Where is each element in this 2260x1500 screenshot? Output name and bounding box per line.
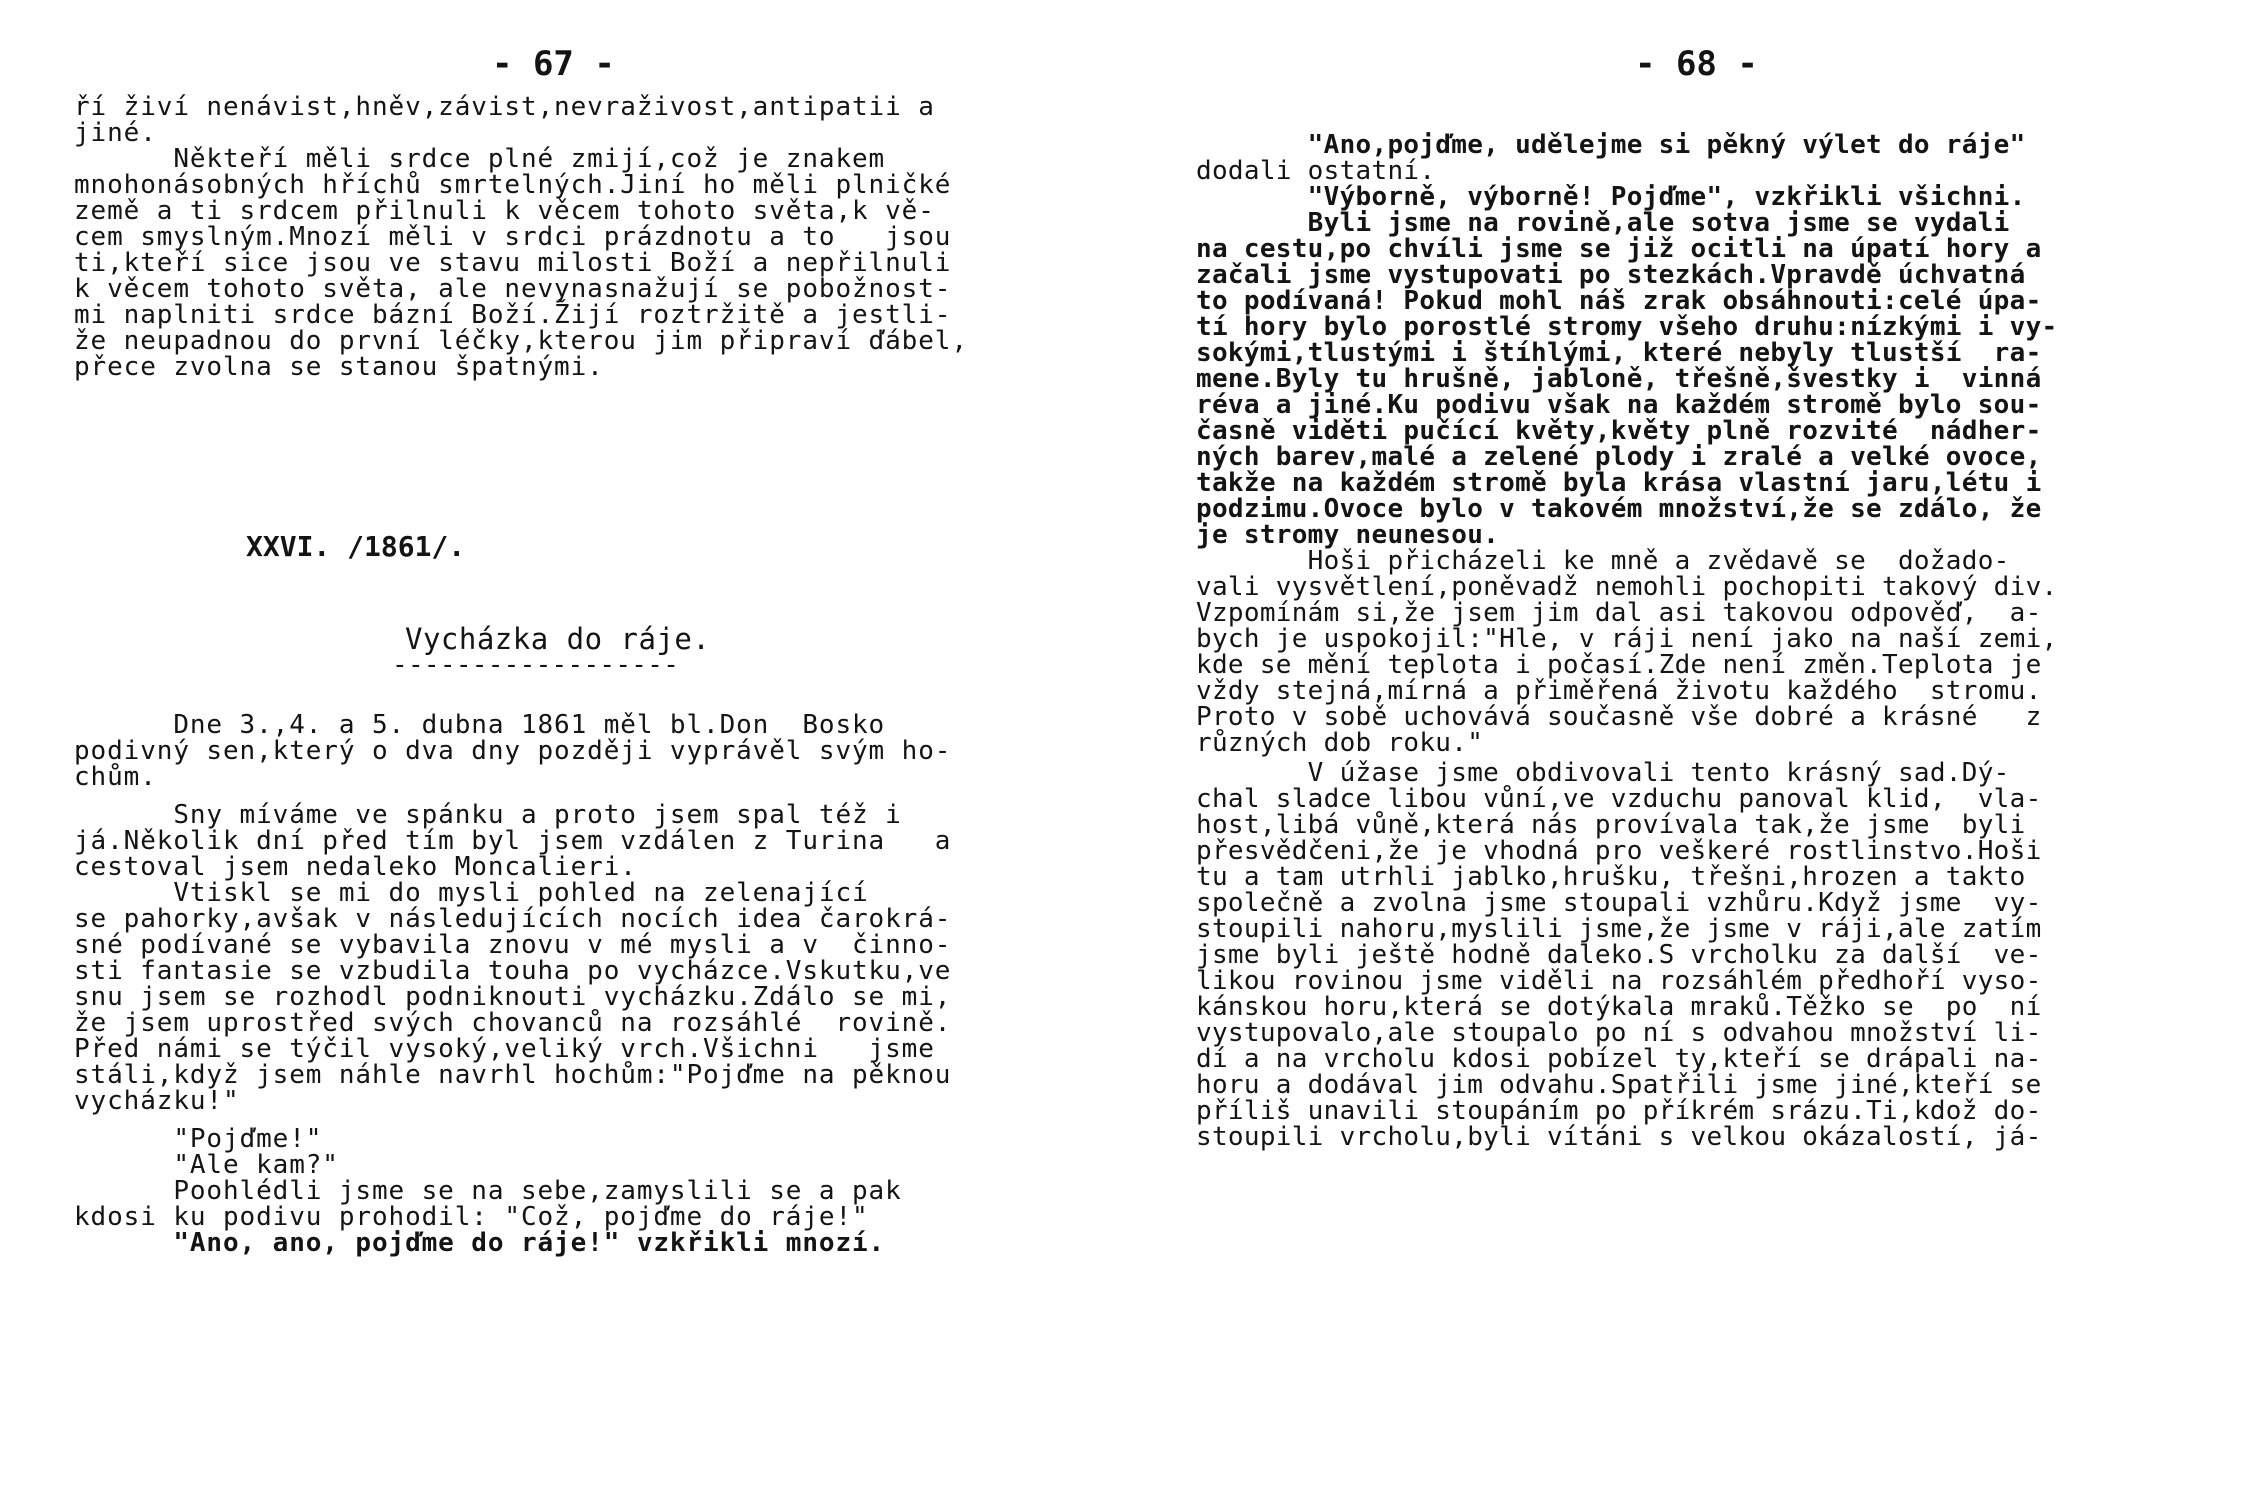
text-line: že neupadnou do první léčky,kterou jim připraví ďábel, bbox=[74, 326, 968, 356]
text-line: "Ano, ano, pojďme do ráje!" vzkřikli mnozí. bbox=[74, 1228, 886, 1258]
text-line: Vzpomínám si,že jsem jim dal asi takovou odpověď, a- bbox=[1196, 598, 2042, 628]
text-line: k věcem tohoto světa, ale nevynasnažují se pobožnost- bbox=[74, 274, 952, 304]
section-title: Vycházka do ráje. bbox=[405, 622, 711, 656]
text-line: přece zvolna se stanou špatnými. bbox=[74, 352, 604, 382]
page-number-right: - 68 - bbox=[1635, 44, 1758, 84]
text-line: časně viděti pučící květy,květy plně rozvité nádher- bbox=[1196, 416, 2042, 446]
text-line: Někteří měli srdce plné zmijí,což je znakem bbox=[74, 144, 886, 174]
text-line: snu jsem se rozhodl podniknouti vycházku.Zdálo se mi, bbox=[74, 982, 952, 1012]
text-line: země a ti srdcem přilnuli k věcem tohoto světa,k vě- bbox=[74, 196, 935, 226]
right-page bbox=[1130, 0, 2260, 1500]
text-line: Proto v sobě uchovává současně vše dobré a krásné z bbox=[1196, 702, 2042, 732]
chapter-heading: XXVI. /1861/. bbox=[246, 530, 466, 563]
text-line: je stromy neunesou. bbox=[1196, 520, 1500, 550]
text-line: příliš unavili stoupáním po příkrém srázu.Ti,kdož do- bbox=[1196, 1096, 2042, 1126]
text-line: podivný sen,který o dva dny později vyprávěl svým ho- bbox=[74, 736, 952, 766]
page-number-left: - 67 - bbox=[492, 44, 615, 84]
title-underline: ------------------ bbox=[392, 650, 680, 680]
text-line: vycházku!" bbox=[74, 1086, 240, 1116]
text-line: tí hory bylo porostlé stromy všeho druhu:nízkými i vy- bbox=[1196, 312, 2058, 342]
text-line: vali vysvětlení,poněvadž nemohli pochopiti takový div. bbox=[1196, 572, 2058, 602]
text-line: já.Několik dní před tím byl jsem vzdálen z Turina a bbox=[74, 826, 952, 856]
text-line: ných barev,malé a zelené plody i zralé a velké ovoce, bbox=[1196, 442, 2042, 472]
text-line: V úžase jsme obdivovali tento krásný sad.Dý- bbox=[1196, 758, 2010, 788]
text-line: to podívaná! Pokud mohl náš zrak obsáhnouti:celé úpa- bbox=[1196, 286, 2042, 316]
text-line: Vtiskl se mi do mysli pohled na zelenající bbox=[74, 878, 869, 908]
text-line: vždy stejná,mírná a přiměřená životu každého stromu. bbox=[1196, 676, 2042, 706]
text-line: mene.Byly tu hrušně, jabloně, třešně,švestky i vinná bbox=[1196, 364, 2042, 394]
text-line: "Ale kam?" bbox=[74, 1150, 339, 1180]
text-line: na cestu,po chvíli jsme se již ocitli na úpatí hory a bbox=[1196, 234, 2042, 264]
text-line: stoupili nahoru,myslili jsme,že jsme v ráji,ale zatím bbox=[1196, 914, 2042, 944]
text-line: tu a tam utrhli jablko,hrušku, třešni,hrozen a takto bbox=[1196, 862, 2026, 892]
text-line: ti,kteří sice jsou ve stavu milosti Boží a nepřilnuli bbox=[74, 248, 952, 278]
text-line: Dne 3.,4. a 5. dubna 1861 měl bl.Don Bosko bbox=[74, 710, 886, 740]
text-line: likou rovinou jsme viděli na rozsáhlém předhoří vyso- bbox=[1196, 966, 2042, 996]
text-line: takže na každém stromě byla krása vlastní jaru,létu i bbox=[1196, 468, 2042, 498]
text-line: "Výborně, výborně! Pojďme", vzkřikli všichni. bbox=[1196, 182, 2026, 212]
text-line: "Ano,pojďme, udělejme si pěkný výlet do ráje" bbox=[1196, 130, 2026, 160]
text-line: chům. bbox=[74, 762, 157, 792]
text-line: host,libá vůně,která nás provívala tak,že jsme byli bbox=[1196, 810, 2026, 840]
text-line: Poohlédli jsme se na sebe,zamyslili se a pak bbox=[74, 1176, 902, 1206]
text-line: "Pojďme!" bbox=[74, 1124, 323, 1154]
text-line: ří živí nenávist,hněv,závist,nevraživost,antipatii a bbox=[74, 92, 935, 122]
text-line: přesvědčeni,že je vhodná pro veškeré rostlinstvo.Hoši bbox=[1196, 836, 2042, 866]
text-line: dodali ostatní. bbox=[1196, 156, 1436, 186]
text-line: bych je uspokojil:"Hle, v ráji není jako na naší zemi, bbox=[1196, 624, 2058, 654]
text-line: se pahorky,avšak v následujících nocích idea čarokrá- bbox=[74, 904, 952, 934]
text-line: různých dob roku." bbox=[1196, 728, 1484, 758]
text-line: mi naplniti srdce bázní Boží.Žijí roztržitě a jestli- bbox=[74, 300, 952, 330]
text-line: cem smyslným.Mnozí měli v srdci prázdnotu a to jsou bbox=[74, 222, 952, 252]
text-line: cestoval jsem nedaleko Moncalieri. bbox=[74, 852, 637, 882]
text-line: Sny míváme ve spánku a proto jsem spal též i bbox=[74, 800, 902, 830]
text-line: společně a zvolna jsme stoupali vzhůru.Když jsme vy- bbox=[1196, 888, 2042, 918]
text-line: jsme byli ještě hodně daleko.S vrcholku za další ve- bbox=[1196, 940, 2042, 970]
text-line: kde se mění teplota i počasí.Zde není změn.Teplota je bbox=[1196, 650, 2042, 680]
text-line: chal sladce libou vůní,ve vzduchu panoval klid, vla- bbox=[1196, 784, 2042, 814]
text-line: horu a dodával jim odvahu.Spatřili jsme jiné,kteří se bbox=[1196, 1070, 2042, 1100]
text-line: dí a na vrcholu kdosi pobízel ty,kteří se drápali na- bbox=[1196, 1044, 2042, 1074]
text-line: podzimu.Ovoce bylo v takovém množství,že se zdálo, že bbox=[1196, 494, 2042, 524]
text-line: stoupili vrcholu,byli vítáni s velkou okázalostí, já- bbox=[1196, 1122, 2042, 1152]
text-line: kánskou horu,která se dotýkala mraků.Těžko se po ní bbox=[1196, 992, 2042, 1022]
text-line: stáli,když jsem náhle navrhl hochům:"Pojďme na pěknou bbox=[74, 1060, 952, 1090]
text-line: sné podívané se vybavila znovu v mé mysli a v činno- bbox=[74, 930, 952, 960]
text-line: Hoši přicházeli ke mně a zvědavě se dožado- bbox=[1196, 546, 2010, 576]
text-line: Byli jsme na rovině,ale sotva jsme se vydali bbox=[1196, 208, 2010, 238]
text-line: sti fantasie se vzbudila touha po vycházce.Vskutku,ve bbox=[74, 956, 952, 986]
text-line: začali jsme vystupovati po stezkách.Vpravdě úchvatná bbox=[1196, 260, 2026, 290]
text-line: réva a jiné.Ku podivu však na každém stromě bylo sou- bbox=[1196, 390, 2042, 420]
text-line: kdosi ku podivu prohodil: "Což, pojďme do ráje!" bbox=[74, 1202, 869, 1232]
text-line: Před námi se týčil vysoký,veliký vrch.Všichni jsme bbox=[74, 1034, 935, 1064]
text-line: že jsem uprostřed svých chovanců na rozsáhlé rovině. bbox=[74, 1008, 952, 1038]
text-line: vystupovalo,ale stoupalo po ní s odvahou množství li- bbox=[1196, 1018, 2042, 1048]
text-line: mnohonásobných hříchů smrtelných.Jiní ho měli plničké bbox=[74, 170, 952, 200]
text-line: sokými,tlustými i štíhlými, které nebyly tlustší ra- bbox=[1196, 338, 2042, 368]
text-line: jiné. bbox=[74, 118, 157, 148]
